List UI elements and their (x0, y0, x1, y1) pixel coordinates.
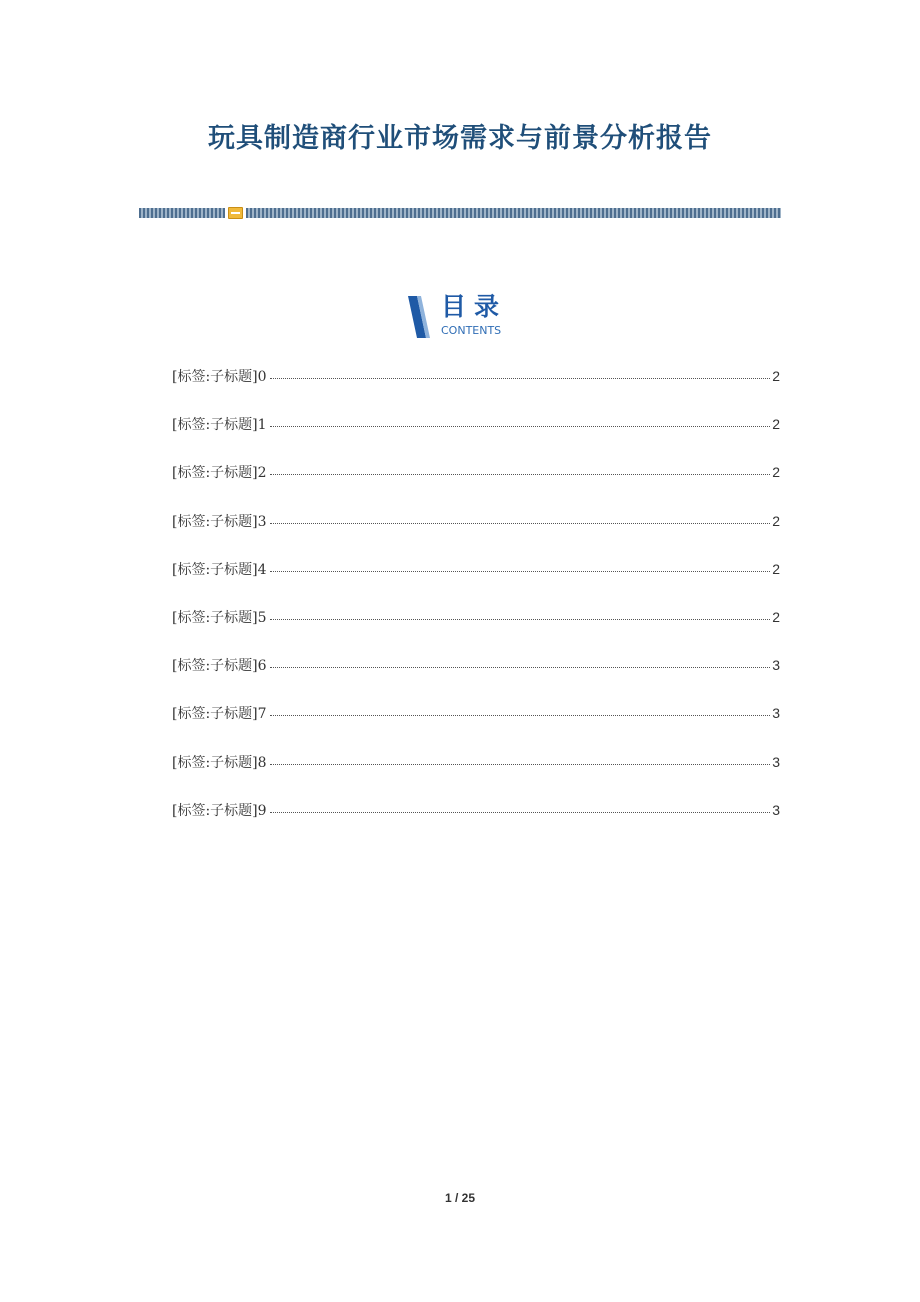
toc-entry-page: 2 (772, 560, 780, 577)
toc-leader-dots (270, 812, 771, 813)
toc-entry-page: 2 (772, 464, 780, 481)
toc-leader-dots (270, 426, 771, 427)
toc-entry[interactable] (172, 559, 780, 607)
toc-title: 目录 (441, 292, 508, 321)
toc-entry-label: [标签:子标题]0 (172, 369, 267, 385)
toc-entry-page: 3 (772, 801, 780, 818)
toc-entry[interactable] (172, 414, 780, 462)
toc-entry[interactable] (172, 655, 780, 703)
slanted-bar-icon (408, 296, 430, 338)
title-divider-left (139, 208, 225, 218)
toc-entry[interactable] (172, 703, 780, 751)
toc-list (172, 366, 780, 848)
toc-entry[interactable] (172, 607, 780, 655)
toc-entry-page: 2 (772, 512, 780, 529)
toc-entry-label: [标签:子标题]5 (172, 609, 267, 626)
toc-entry-label: [标签:子标题]4 (172, 561, 267, 578)
toc-entry-label: [标签:子标题]3 (172, 513, 267, 530)
toc-entry-label: [标签:子标题]1 (172, 417, 267, 434)
toc-entry[interactable] (172, 462, 780, 510)
folder-badge-icon (228, 207, 243, 219)
toc-entry-label: [标签:子标题]6 (172, 658, 267, 675)
title-divider-right (246, 208, 781, 218)
toc-entry[interactable] (172, 800, 780, 848)
toc-entry[interactable] (172, 366, 780, 414)
toc-entry-page: 3 (772, 705, 780, 722)
toc-leader-dots (270, 764, 771, 765)
toc-entry-page: 3 (772, 753, 780, 770)
toc-entry-label: [标签:子标题]2 (172, 465, 267, 482)
toc-subtitle: CONTENTS (441, 324, 502, 337)
toc-entry-page: 2 (772, 416, 780, 433)
toc-leader-dots (270, 667, 771, 668)
toc-leader-dots (270, 571, 771, 572)
toc-leader-dots (270, 715, 771, 716)
document-title: 玩具制造商行业市场需求与前景分析报告 (208, 123, 712, 154)
toc-leader-dots (270, 378, 771, 379)
toc-entry-label: [标签:子标题]9 (172, 802, 267, 819)
toc-entry[interactable] (172, 511, 780, 559)
toc-entry-page: 2 (772, 368, 780, 384)
toc-entry-label: [标签:子标题]7 (172, 706, 267, 723)
page-number: 1 / 25 (444, 1191, 476, 1205)
toc-entry-page: 2 (772, 608, 780, 625)
toc-leader-dots (270, 523, 771, 524)
toc-leader-dots (270, 474, 771, 475)
toc-leader-dots (270, 619, 771, 620)
toc-entry[interactable] (172, 752, 780, 800)
toc-entry-page: 3 (772, 657, 780, 674)
toc-heading (408, 292, 548, 342)
toc-entry-label: [标签:子标题]8 (172, 754, 267, 771)
